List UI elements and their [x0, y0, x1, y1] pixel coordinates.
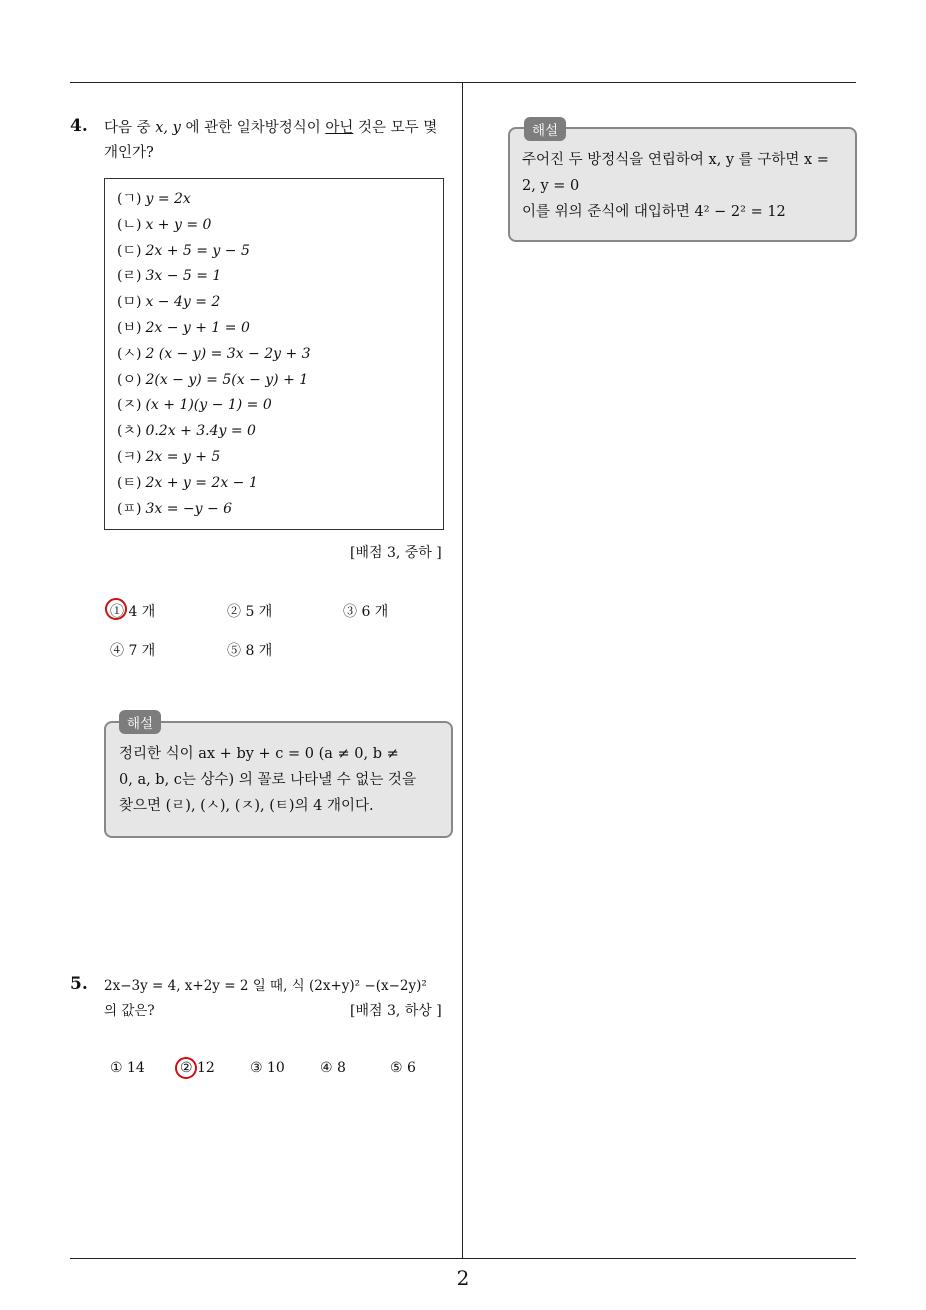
q4-equation-label: (ㅈ) — [117, 397, 142, 414]
q4-equation-label: (ㅁ) — [117, 294, 142, 311]
q4-option-4[interactable]: ④ 7 개 — [110, 643, 156, 659]
q4-equation-label: (ㄱ) — [117, 191, 142, 207]
q4-equation-label: (ㅌ) — [117, 474, 142, 491]
q4-equation-label: (ㅇ) — [117, 371, 142, 388]
q4-text-line2: 개인가? — [104, 145, 154, 161]
q4-text-pre: 다음 중 — [104, 120, 156, 136]
q4-equation-item — [117, 342, 443, 368]
q4-equation: (x + 1)(y − 1) = 0 — [145, 397, 272, 414]
q4-equation-item — [117, 393, 443, 419]
q4-equation-box — [104, 178, 444, 530]
q4-equation-item — [117, 264, 443, 290]
q4-equation-item — [117, 187, 443, 213]
q4-number: 4. — [70, 116, 88, 136]
q4-equation: 3x − 5 = 1 — [145, 268, 222, 285]
q5-solution-line: 주어진 두 방정식을 연립하여 x, y 를 구하면 x = — [522, 152, 829, 168]
q5-text-line2: 의 값은? — [104, 1003, 155, 1019]
q4-equation-label: (ㄹ) — [117, 268, 142, 285]
q4-equation: 2x + y = 2x − 1 — [145, 474, 258, 491]
bottom-rule — [70, 1258, 856, 1259]
q4-equation: y = 2x — [145, 191, 191, 207]
q4-equation: 2x = y + 5 — [145, 448, 221, 465]
page-number: 2 — [456, 1266, 470, 1290]
q4-solution-line: 0, a, b, c는 상수) 의 꼴로 나타낼 수 없는 것을 — [119, 772, 416, 788]
q5-text-line1: 2x−3y = 4, x+2y = 2 일 때, 식 (2x+y)² −(x−2y)² — [104, 978, 427, 994]
q4-text-post: 것은 모두 몇 — [353, 120, 438, 136]
q4-underlined-word: 아닌 — [325, 120, 354, 136]
q4-equation: 2x − y + 1 = 0 — [145, 319, 250, 336]
q5-solution-tab: 해설 — [524, 117, 566, 141]
q4-equation-item — [117, 419, 443, 445]
q5-solution-text — [522, 147, 852, 225]
top-rule — [70, 82, 856, 83]
q4-equation-item — [117, 316, 443, 342]
q5-option-2[interactable]: ② 12 — [180, 1060, 215, 1076]
q4-equation: 3x = −y − 6 — [145, 500, 233, 517]
answer-mark-circle — [105, 598, 127, 620]
q4-option-1[interactable]: ① 4 개 — [110, 604, 156, 620]
q4-solution-line: 정리한 식이 ax + by + c = 0 (a ≠ 0, b ≠ — [119, 746, 399, 762]
q4-option-2[interactable]: ② 5 개 — [227, 604, 273, 620]
q4-option-5[interactable]: ⑤ 8 개 — [227, 643, 273, 659]
q5-solution-line: 이를 위의 준식에 대입하면 4² − 2² = 12 — [522, 204, 786, 220]
q4-solution-text — [119, 741, 449, 819]
q4-equation-list — [105, 179, 443, 522]
q4-equation-item — [117, 213, 443, 239]
q4-equation-item — [117, 471, 443, 497]
q4-option-3[interactable]: ③ 6 개 — [343, 604, 389, 620]
q4-equation: 0.2x + 3.4y = 0 — [145, 423, 256, 440]
q4-equation-label: (ㅋ) — [117, 448, 142, 465]
q4-vars: x, y — [155, 120, 181, 136]
q4-equation-item — [117, 497, 443, 523]
q5-option-3[interactable]: ③ 10 — [250, 1060, 285, 1076]
answer-mark-circle — [175, 1057, 197, 1079]
q4-equation: x − 4y = 2 — [145, 294, 221, 311]
q4-equation-item — [117, 445, 443, 471]
q4-equation-label: (ㅍ) — [117, 500, 142, 517]
column-divider — [462, 82, 463, 1258]
q5-number: 5. — [70, 974, 88, 994]
q4-equation: x + y = 0 — [145, 216, 212, 233]
q5-option-1[interactable]: ① 14 — [110, 1060, 145, 1076]
q4-solution-line: 찾으면 (ㄹ), (ㅅ), (ㅈ), (ㅌ)의 4 개이다. — [119, 798, 374, 814]
q4-equation: 2 (x − y) = 3x − 2y + 3 — [145, 345, 311, 362]
q5-score: [배점 3, 하상 ] — [350, 1003, 442, 1019]
q4-text-mid: 에 관한 일차방정식이 — [180, 120, 326, 136]
q4-equation: 2x + 5 = y − 5 — [145, 242, 250, 259]
q4-equation-label: (ㅊ) — [117, 423, 142, 440]
q4-equation-item — [117, 368, 443, 394]
q4-equation-label: (ㅅ) — [117, 345, 142, 362]
q4-equation-label: (ㅂ) — [117, 319, 142, 336]
q5-solution-line: 2, y = 0 — [522, 178, 580, 194]
q4-question — [104, 116, 456, 166]
q5-option-4[interactable]: ④ 8 — [320, 1060, 346, 1076]
q4-equation-label: (ㄷ) — [117, 242, 142, 259]
q4-equation-item — [117, 239, 443, 265]
q4-score: [배점 3, 중하 ] — [350, 545, 442, 561]
q4-equation-label: (ㄴ) — [117, 216, 142, 233]
q5-option-5[interactable]: ⑤ 6 — [390, 1060, 416, 1076]
q4-solution-tab: 해설 — [119, 710, 161, 734]
q4-equation: 2(x − y) = 5(x − y) + 1 — [145, 371, 309, 388]
q4-equation-item — [117, 290, 443, 316]
